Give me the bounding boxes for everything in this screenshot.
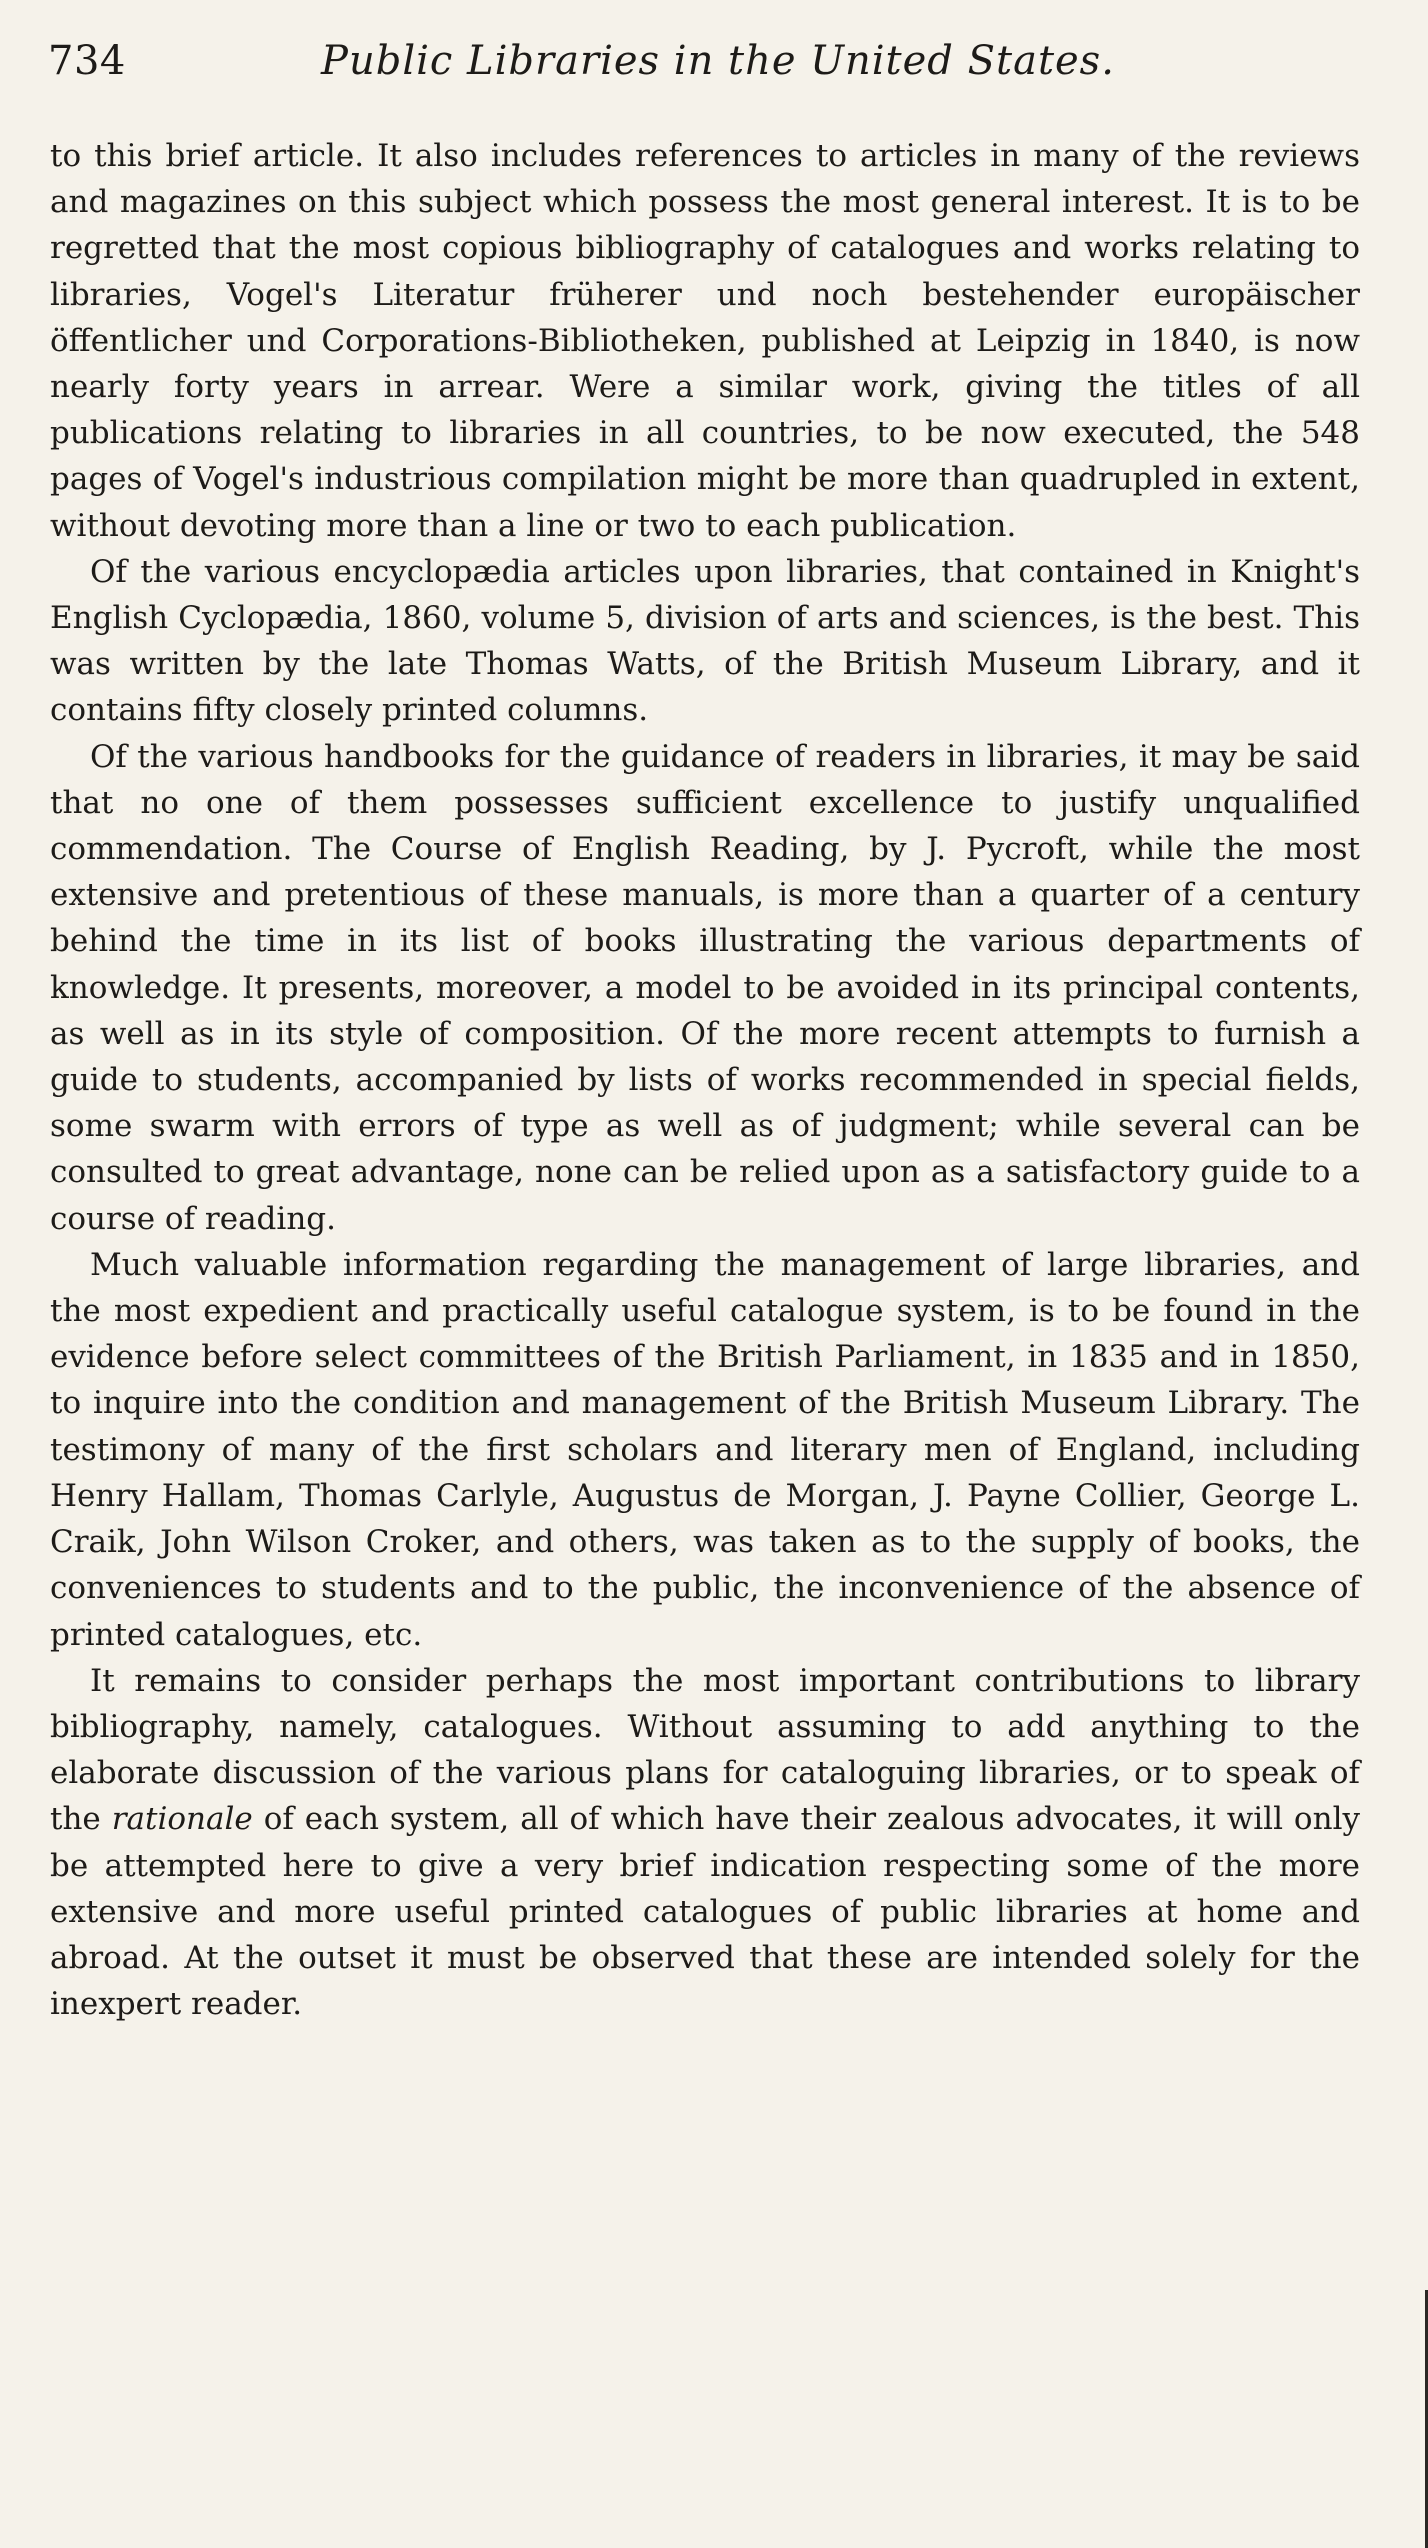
paragraph-continued: to this brief article. It also includes references to articles in many of the reviews and magazines on this subject which possess the most general interest. It is to be regretted that the most copious bibliography of catalogues and works relating to libraries, Vogel's Literatur früherer und noch bestehender europäischer öffentlicher und Corporations-Bibliotheken, published at Leipzig in 1840, is now nearly forty years in arrear. Were a similar work, giving the titles of all publications relating to libraries in all countries, to be now executed, the 548 pages of Vogel's industrious compilation might be more than quadrupled in extent, without devoting more than a line or two to each publication. [50, 138, 1360, 544]
paragraph-catalogues-text-before: It remains to consider perhaps the most important contributions to library bibliography, namely, catalogues. Without assuming to add anything to the elaborate discussion of the various plans for cataloguing libraries, or to speak of the [50, 1662, 1360, 1838]
paragraph-handbooks: Of the various handbooks for the guidance of readers in libraries, it may be said that no one of them possesses sufficient excellence to justify unqualified commendation. The Course of English Reading, by J. Pycroft, while the most extensive and pretentious of these manuals, is more than a quarter of a century behind the time in its list of books illustrating the various departments of knowledge. It presents, moreover, a model to be avoided in its principal contents, as well as in its style of composition. Of the more recent attempts to furnish a guide to students, accompanied by lists of works recommended in special fields, some swarm with errors of type as well as of judgment; while several can be consulted to great advantage, none can be relied upon as a satisfactory guide to a course of reading. [50, 738, 1360, 1237]
italic-term-rationale: rationale [111, 1801, 253, 1838]
page-number: 734 [48, 38, 126, 84]
running-title: Public Libraries in the United States. [321, 38, 1115, 84]
page-header [48, 38, 1388, 98]
paragraph-catalogues [50, 1658, 1360, 2028]
paragraph-encyclopaedia: Of the various encyclopædia articles upon libraries, that contained in Knight's English Cyclopædia, 1860, volume 5, division of arts and sciences, is the best. This was written by the late Thomas Watts, of the British Museum Library, and it contains fifty closely printed columns. [50, 553, 1360, 729]
paragraph-management: Much valuable information regarding the management of large libraries, and the most expedient and practically useful catalogue system, is to be found in the evidence before select committees of the British Parliament, in 1835 and in 1850, to inquire into the condition and management of the British Museum Library. The testimony of many of the first scholars and literary men of England, including Henry Hallam, Thomas Carlyle, Augustus de Morgan, J. Payne Collier, George L. Craik, John Wilson Croker, and others, was taken as to the supply of books, the conveniences to students and to the public, the inconvenience of the absence of printed catalogues, etc. [50, 1246, 1360, 1653]
body-text [50, 133, 1360, 2027]
paragraph-catalogues-text-after: of each system, all of which have their zealous advocates, it will only be attempted here to give a very brief indication respecting some of the more extensive and more useful printed catalogues of public libraries at home and abroad. At the outset it must be observed that these are intended solely for the inexpert reader. [50, 1801, 1360, 2023]
